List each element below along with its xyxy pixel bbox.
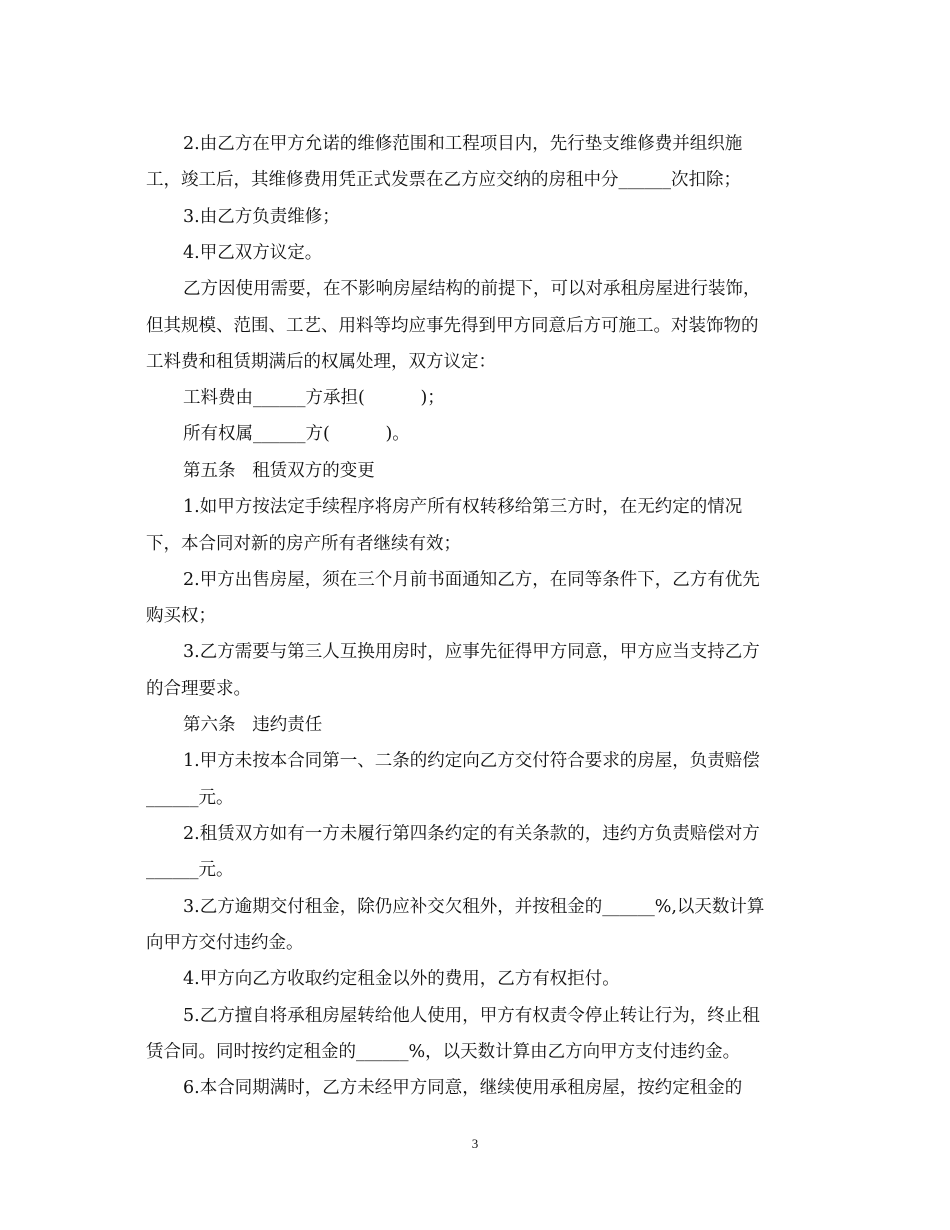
text-line: 6.本合同期满时，乙方未经甲方同意，继续使用承租房屋，按约定租金的 [183, 1078, 743, 1098]
page-number: 3 [471, 1136, 479, 1151]
text-line: 乙方因使用需要，在不影响房屋结构的前提下，可以对承租房屋进行装饰， [183, 279, 761, 299]
text-line: ______元。 [146, 788, 234, 808]
section-heading: 第六条 违约责任 [183, 715, 323, 735]
text-line: 工料费由______方承担( )； [183, 388, 445, 408]
text-line: 4.甲方向乙方收取约定租金以外的费用，乙方有权拒付。 [183, 969, 620, 989]
section-heading: 第五条 租赁双方的变更 [183, 461, 375, 481]
text-line: 5.乙方擅自将承租房屋转给他人使用，甲方有权责令停止转让行为，终止租 [183, 1006, 760, 1026]
text-line: 1.如甲方按法定手续程序将房产所有权转移给第三方时，在无约定的情况 [183, 497, 743, 517]
text-line: 2.由乙方在甲方允诺的维修范围和工程项目内，先行垫支维修费并组织施 [183, 134, 743, 154]
text-line: 4.甲乙双方议定。 [183, 243, 323, 263]
text-line: 向甲方交付违约金。 [146, 933, 304, 953]
text-line: 的合理要求。 [146, 679, 251, 699]
text-line: 所有权属______方( )。 [183, 424, 410, 444]
text-line: ______元。 [146, 860, 234, 880]
text-line: 3.乙方需要与第三人互换用房时，应事先征得甲方同意，甲方应当支持乙方 [183, 642, 760, 662]
text-line: 但其规模、范围、工艺、用料等均应事先得到甲方同意后方可施工。对装饰物的 [146, 316, 759, 336]
text-line: 工，竣工后，其维修费用凭正式发票在乙方应交纳的房租中分______次扣除； [146, 170, 741, 190]
text-line: 下，本合同对新的房产所有者继续有效； [146, 534, 461, 554]
text-line: 3.乙方逾期交付租金，除仍应补交欠租外，并按租金的______%,以天数计算 [183, 897, 765, 917]
text-line: 2.甲方出售房屋，须在三个月前书面通知乙方，在同等条件下，乙方有优先 [183, 570, 760, 590]
text-line: 2.租赁双方如有一方未履行第四条约定的有关条款的，违约方负责赔偿对方 [183, 824, 760, 844]
text-line: 3.由乙方负责维修； [183, 207, 340, 227]
text-line: 赁合同。同时按约定租金的______%，以天数计算由乙方向甲方支付违约金。 [146, 1042, 741, 1062]
text-line: 购买权； [146, 606, 216, 626]
text-line: 工料费和租赁期满后的权属处理，双方议定： [146, 352, 496, 372]
text-line: 1.甲方未按本合同第一、二条的约定向乙方交付符合要求的房屋，负责赔偿 [183, 751, 760, 771]
